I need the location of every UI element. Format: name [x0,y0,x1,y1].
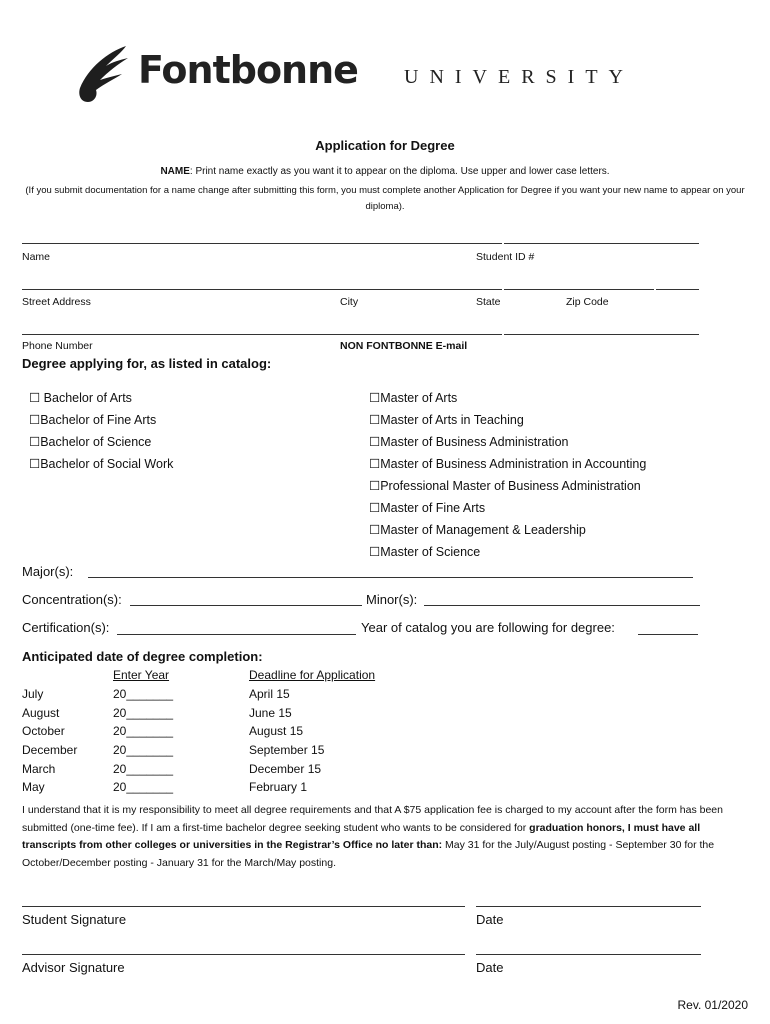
certifications-label: Certification(s): [22,620,110,635]
name-label: Name [22,251,51,263]
catalog-year-label: Year of catalog you are following for degree: [361,620,615,635]
student-date-line[interactable] [476,906,701,907]
degree-option[interactable]: ☐Master of Arts in Teaching [369,413,524,427]
completion-month: March [22,762,56,776]
advisor-signature-line[interactable] [22,954,465,955]
majors-label: Major(s): [22,564,74,579]
completion-year-blank[interactable]: 20_______ [113,762,174,776]
responsibility-paragraph: I understand that it is my responsibility to meet all degree requirements and that A $75 application fee is charged to my account after the form has been submitted (one-time fee). If I am a first-time bachelor degree seeking student who wants to be considered for graduation honors, I must have all transcripts from other colleges or universities in the Registrar’s Office no later than: May 31 for the July/August posting - September 30 for the October/December posting - January 31 for the March/May posting. [22,804,723,869]
concentrations-label: Concentration(s): [22,592,122,607]
completion-year-blank[interactable]: 20_______ [113,724,174,738]
completion-year-blank[interactable]: 20_______ [113,706,174,720]
degree-option[interactable]: ☐ Bachelor of Arts [29,391,132,405]
advisor-signature-label: Advisor Signature [22,960,125,975]
completion-year-blank[interactable]: 20_______ [113,743,174,757]
logo-wordmark: Fontbonne [138,48,358,92]
minors-line[interactable] [424,605,700,606]
state-label: State [476,296,501,308]
street-label: Street Address [22,296,91,308]
degree-option[interactable]: ☐Bachelor of Science [29,435,152,449]
name-change-note: (If you submit documentation for a name change after submitting this form, you must complete another Application for Degree if you want your new name to appear on your diploma). [25,185,745,212]
minors-label: Minor(s): [366,592,418,607]
wing-logo-icon [74,44,134,106]
completion-deadline: February 1 [249,780,308,794]
name-instruction: NAME: Print name exactly as you want it to appear on the diploma. Use upper and lower case letters. [160,166,610,177]
degree-option[interactable]: ☐Bachelor of Fine Arts [29,413,157,427]
phone-line[interactable] [22,334,502,335]
university-logo [74,44,704,110]
zip-line[interactable] [656,289,699,290]
completion-deadline: June 15 [249,706,292,720]
student-date-label: Date [476,912,504,927]
advisor-date-label: Date [476,960,504,975]
completion-heading: Anticipated date of degree completion: [22,649,263,664]
degree-option[interactable]: ☐Master of Management & Leadership [369,523,586,537]
completion-month: December [22,743,78,757]
zip-label: Zip Code [566,296,609,308]
completion-month: August [22,706,60,720]
degree-option[interactable]: ☐Master of Business Administration [369,435,569,449]
completion-year-blank[interactable]: 20_______ [113,780,174,794]
completion-deadline: April 15 [249,687,290,701]
degree-option[interactable]: ☐Master of Fine Arts [369,501,486,515]
student-id-line[interactable] [504,243,699,244]
name-line[interactable] [22,243,502,244]
majors-line[interactable] [88,577,693,578]
degree-option[interactable]: ☐Master of Science [369,545,481,559]
student-id-label: Student ID # [476,251,535,263]
completion-year-blank[interactable]: 20_______ [113,687,174,701]
degree-option[interactable]: ☐Master of Arts [369,391,458,405]
completion-month: May [22,780,45,794]
student-signature-line[interactable] [22,906,465,907]
revision-label: Rev. 01/2020 [677,998,748,1012]
city-label: City [340,296,359,308]
email-label: NON FONTBONNE E-mail [340,340,468,352]
degree-option[interactable]: ☐Bachelor of Social Work [29,457,174,471]
catalog-year-line[interactable] [638,634,698,635]
form-title: Application for Degree [315,138,455,153]
email-line[interactable] [504,334,699,335]
deadline-heading: Deadline for Application [249,668,376,682]
completion-deadline: September 15 [249,743,325,757]
completion-deadline: December 15 [249,762,322,776]
certifications-line[interactable] [117,634,356,635]
degree-option[interactable]: ☐Master of Business Administration in Accounting [369,457,647,471]
logo-university: UNIVERSITY [404,66,634,88]
degree-option[interactable]: ☐Professional Master of Business Administration [369,479,641,493]
phone-label: Phone Number [22,340,93,352]
completion-deadline: August 15 [249,724,304,738]
degree-heading: Degree applying for, as listed in catalog: [22,356,272,371]
completion-month: October [22,724,65,738]
completion-month: July [22,687,44,701]
state-line[interactable] [504,289,654,290]
street-line[interactable] [22,289,502,290]
advisor-date-line[interactable] [476,954,701,955]
concentrations-line[interactable] [130,605,362,606]
enter-year-heading: Enter Year [113,668,170,682]
student-signature-label: Student Signature [22,912,127,927]
